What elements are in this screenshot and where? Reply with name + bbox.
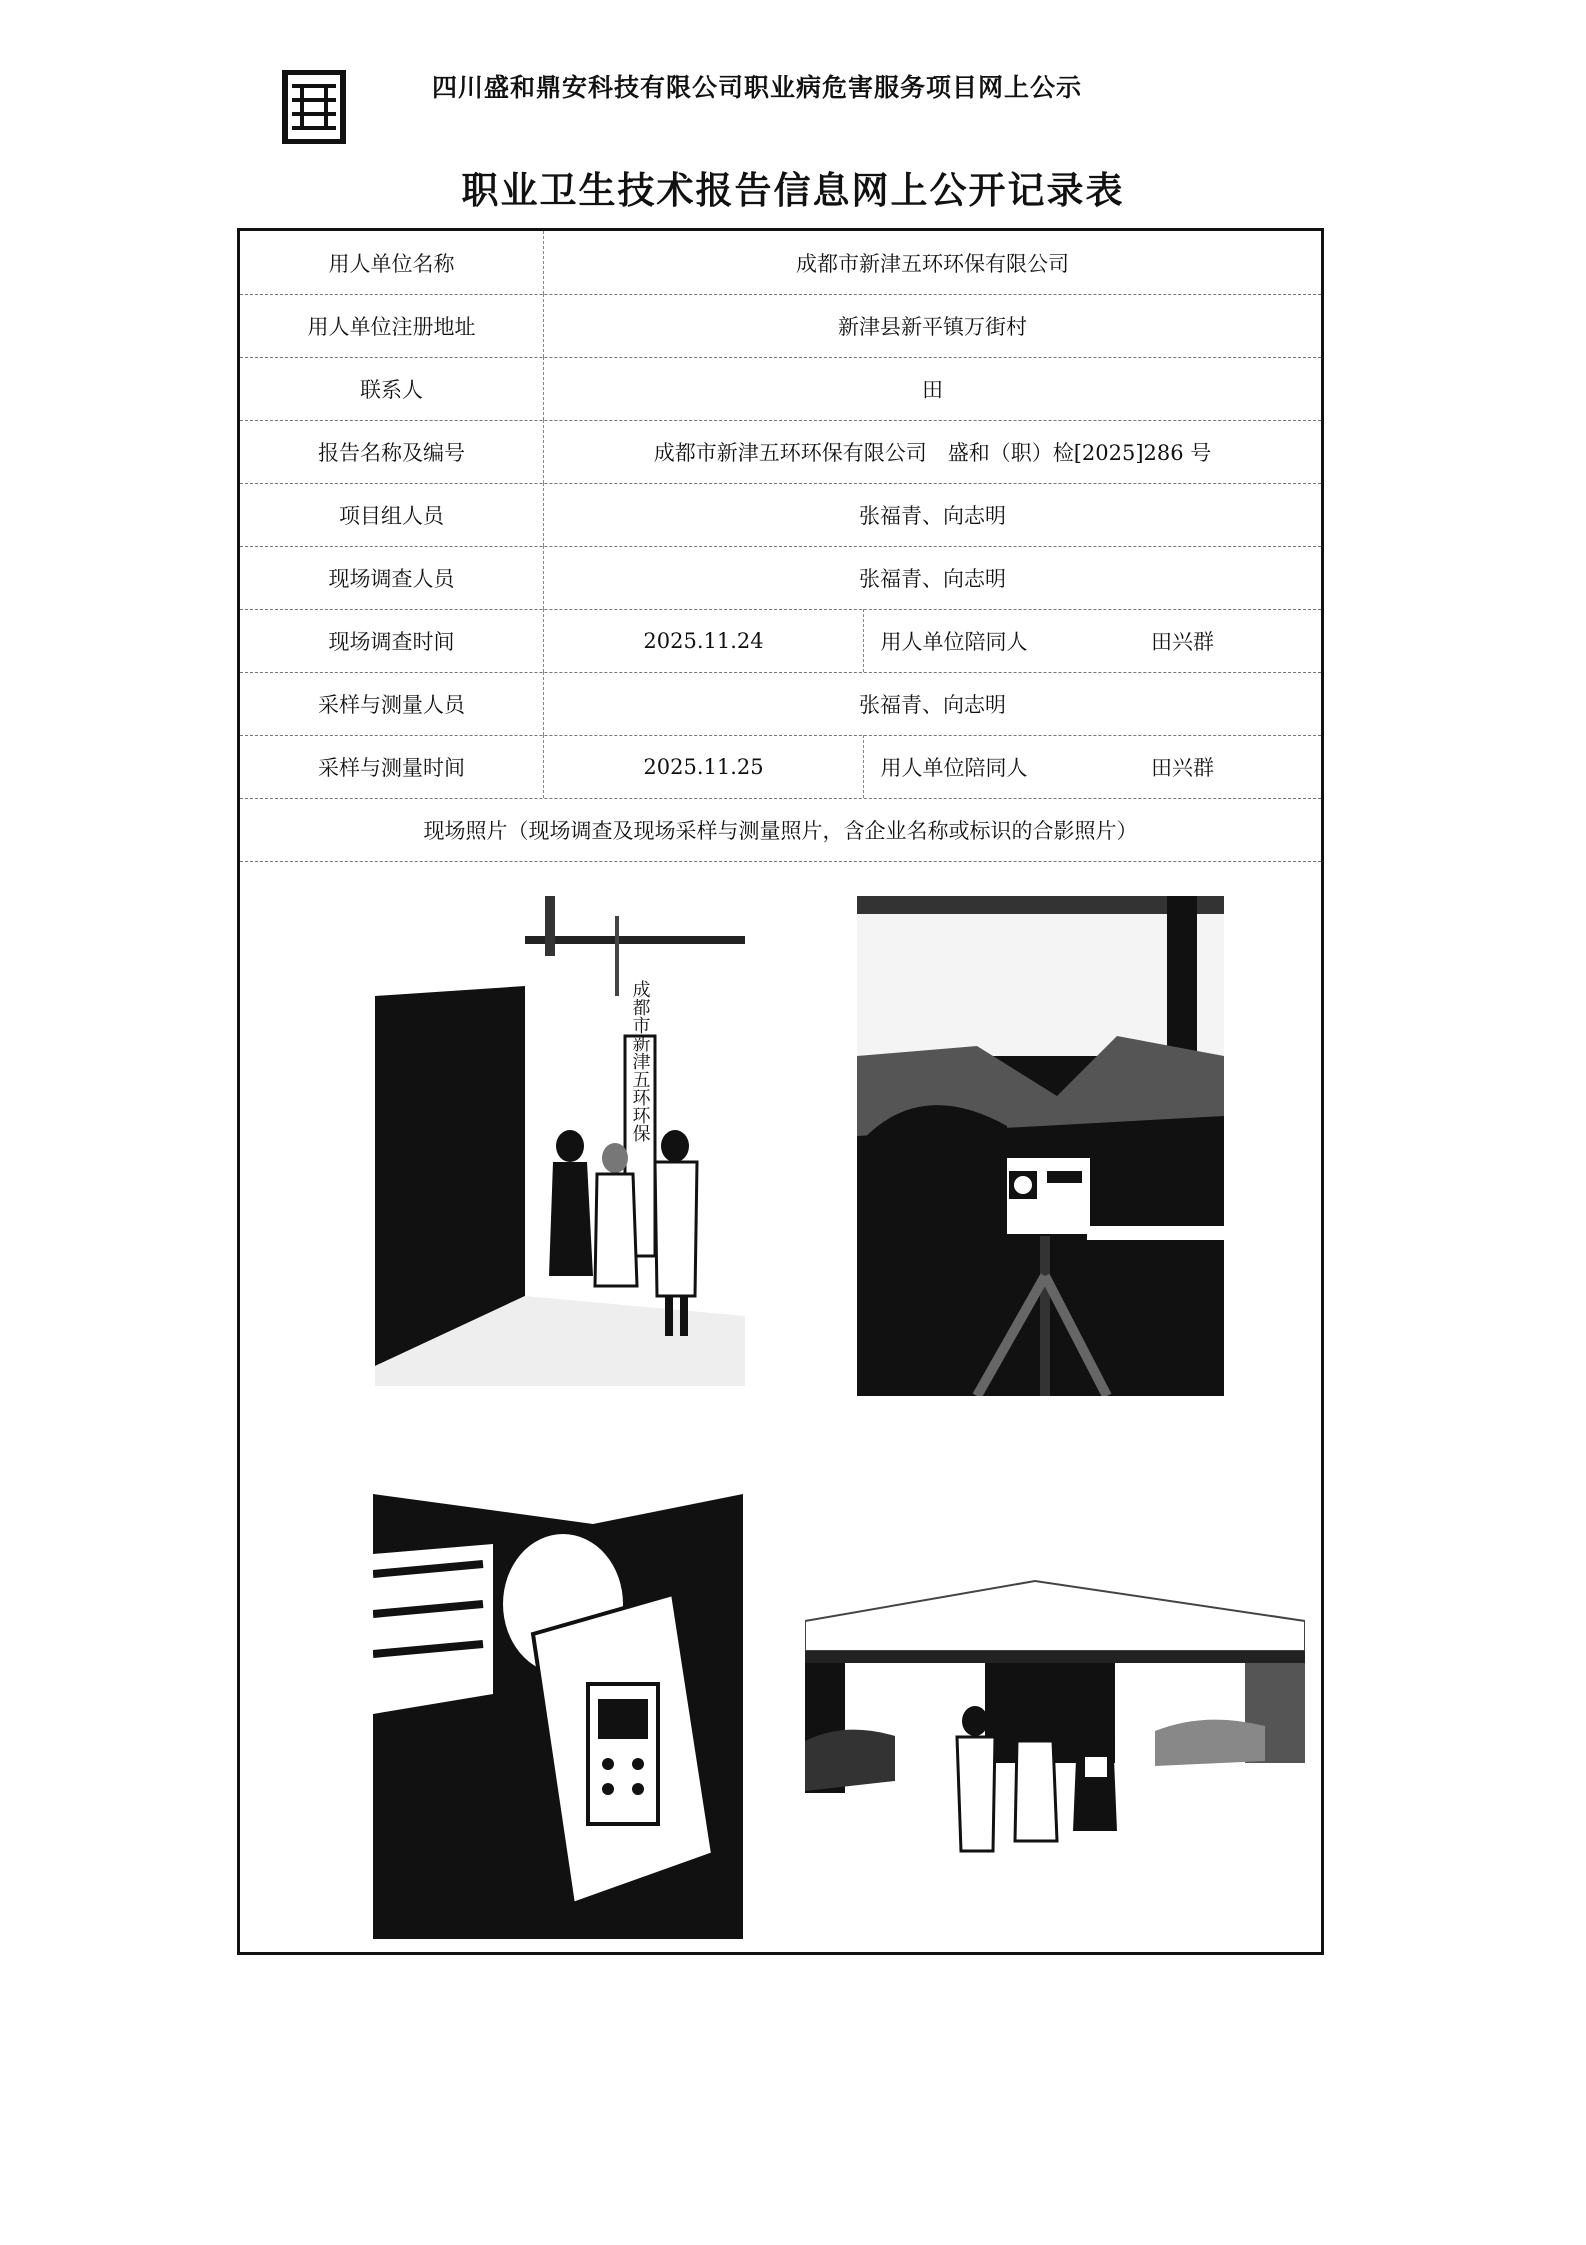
value-survey-escort: 田兴群 <box>1151 629 1214 654</box>
value-contact: 田 <box>922 377 943 402</box>
site-photo-entrance <box>375 896 745 1386</box>
value-sampling-escort: 田兴群 <box>1151 755 1214 780</box>
record-form <box>237 228 1324 1955</box>
label-survey-time: 现场调查时间 <box>240 609 544 672</box>
company-notice: 四川盛和鼎安科技有限公司职业病危害服务项目网上公示 <box>432 73 1083 102</box>
site-photo-instrument <box>857 896 1224 1396</box>
row-survey-staff <box>240 546 1321 610</box>
company-logo <box>278 64 350 150</box>
value-sampling-time: 2025.11.25 <box>544 735 864 798</box>
value-survey-staff: 张福青、向志明 <box>859 566 1006 591</box>
photo-sign-text: 成都市新津五环环保 <box>629 980 651 1142</box>
row-report-name <box>240 420 1321 484</box>
label-survey-escort: 用人单位陪同人 <box>880 629 1028 654</box>
label-project-team: 项目组人员 <box>240 483 544 546</box>
value-report-name: 成都市新津五环环保有限公司 盛和（职）检[2025]286 号 <box>653 440 1212 465</box>
label-employer-name: 用人单位名称 <box>240 231 544 294</box>
label-contact: 联系人 <box>240 357 544 420</box>
value-sampling-staff: 张福青、向志明 <box>859 692 1006 717</box>
row-sampling-staff <box>240 672 1321 736</box>
site-photo-measurement <box>373 1434 743 1939</box>
row-employer-name <box>240 231 1321 295</box>
value-survey-time: 2025.11.24 <box>544 609 864 672</box>
row-survey-time <box>240 609 1321 673</box>
label-sampling-escort: 用人单位陪同人 <box>880 755 1028 780</box>
site-photo-workshop <box>805 1561 1305 1871</box>
label-report-name: 报告名称及编号 <box>240 420 544 483</box>
value-registered-address: 新津县新平镇万街村 <box>838 314 1027 339</box>
row-project-team <box>240 483 1321 547</box>
value-project-team: 张福青、向志明 <box>859 503 1006 528</box>
label-survey-staff: 现场调查人员 <box>240 546 544 609</box>
row-photos-header <box>240 798 1321 862</box>
label-sampling-staff: 采样与测量人员 <box>240 672 544 735</box>
label-sampling-time: 采样与测量时间 <box>240 735 544 798</box>
row-sampling-time <box>240 735 1321 799</box>
value-employer-name: 成都市新津五环环保有限公司 <box>796 251 1069 276</box>
row-contact <box>240 357 1321 421</box>
document-title: 职业卫生技术报告信息网上公开记录表 <box>461 169 1125 212</box>
photos-header-label: 现场照片（现场调查及现场采样与测量照片，含企业名称或标识的合影照片） <box>423 818 1138 843</box>
label-registered-address: 用人单位注册地址 <box>240 294 544 357</box>
row-registered-address <box>240 294 1321 358</box>
